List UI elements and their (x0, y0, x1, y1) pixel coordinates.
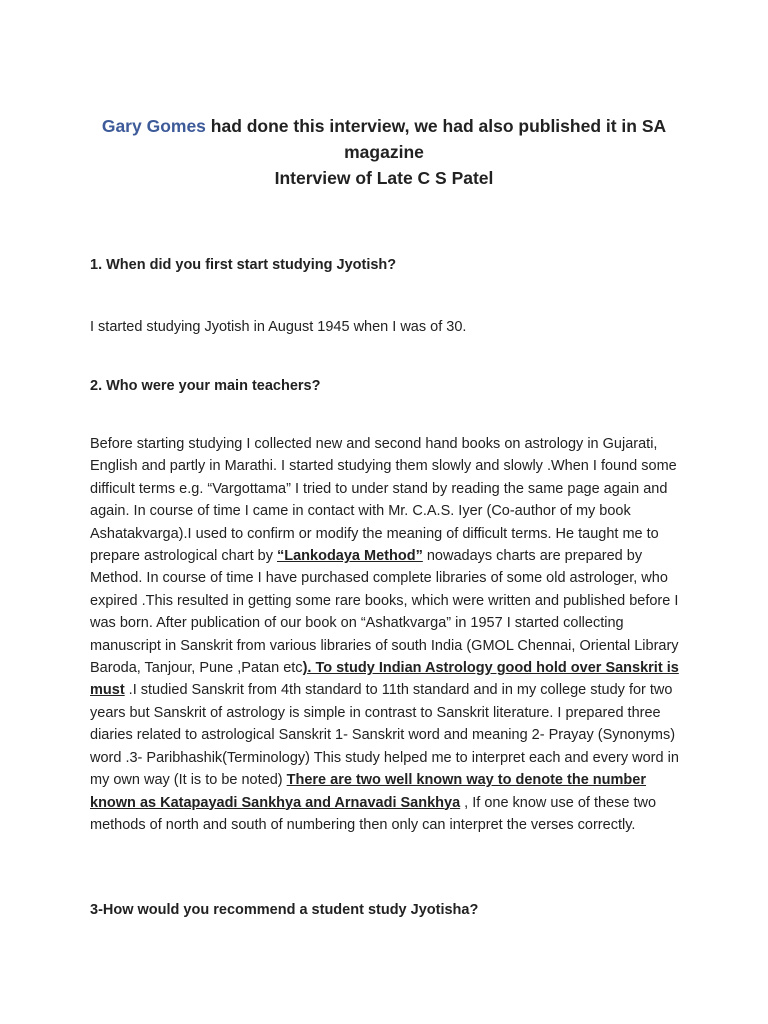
answer-2-part-1: Before starting studying I collected new and second hand books on astrology in Gujarati, English and partly in Marathi. I started studying them slowly and slowly .When I found some difficult terms e.g. “Vargottama” I tried to under stand by reading the same page again and again. In course of time I came in contact with Mr. C.A.S. Iyer (Co-author of my book Ashatakvarga).I used to confirm or modify the meaning of difficult terms. He taught me to prepare astrological chart by (90, 436, 677, 565)
sanskrit-must-emphasis: ). To study Indian Astrology good hold over Sanskrit is must (90, 660, 679, 699)
interview-title: Interview of Late C S Patel (274, 168, 494, 188)
answer-2-part-3: .I studied Sanskrit from 4th standard to 11th standard and in my college study for two years but Sanskrit of astrology is simple in contrast to Sanskrit literature. I prepared three diaries related to astrological Sanskrit 1- Sanskrit word and meaning 2- Prayay (Synonyms) word .3- Paribhashik(Terminology) This study helped me to interpret each and every word in my own way (It is to be noted) (90, 682, 679, 789)
header-intro-text: had done this interview, we had also published it in SA magazine (205, 116, 667, 162)
katapayadi-emphasis: There are two well known way to denote the number known as Katapayadi Sankhya and Arnavadi Sankhya (90, 772, 646, 811)
answer-1: I started studying Jyotish in August 1945 when I was of 30. (90, 319, 467, 335)
lankodaya-method-emphasis: “Lankodaya Method” (277, 548, 423, 565)
header-line (60, 113, 708, 165)
question-2: 2. Who were your main teachers? (90, 378, 321, 394)
question-1: 1. When did you first start studying Jyotish? (90, 257, 397, 273)
document-header (60, 113, 708, 191)
answer-2-part-4: , If one know use of these two methods of north and south of numbering then only can interpret the verses correctly. (90, 794, 657, 833)
answer-2-part-2: nowadays charts are prepared by Method. In course of time I have purchased complete libraries of some old astrologer, who expired .This resulted in getting some rare books, which were written and published before I was born. After publication of our book on “Ashatkvarga” in 1957 I started collecting manuscript in Sanskrit from various libraries of south India (GMOL Chennai, Oriental Library Baroda, Tanjour, Pune ,Patan etc (90, 548, 679, 677)
author-name: Gary Gomes (101, 116, 206, 136)
answer-2 (90, 433, 682, 836)
question-3: 3-How would you recommend a student study Jyotisha? (90, 902, 479, 918)
